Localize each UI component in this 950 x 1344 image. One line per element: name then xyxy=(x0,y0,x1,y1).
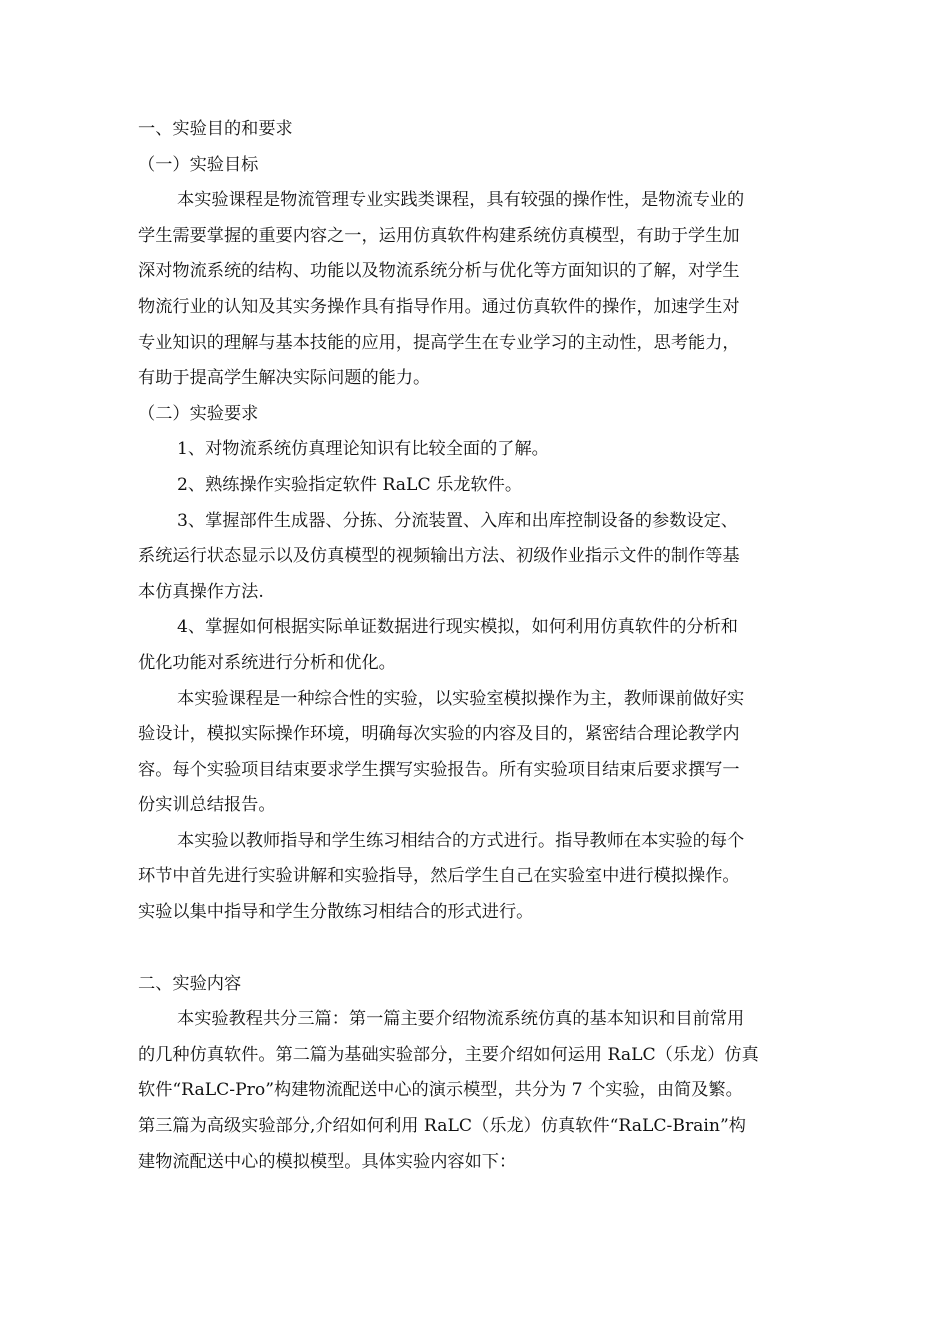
paragraph-method-line: 容。每个实验项目结束要求学生撰写实验报告。所有实验项目结束后要求撰写一 xyxy=(138,759,740,780)
paragraph-objectives-line: 本实验课程是物流管理专业实践类课程，具有较强的操作性，是物流专业的 xyxy=(177,190,745,211)
requirement-item-4-line: 优化功能对系统进行分析和优化。 xyxy=(138,652,396,673)
paragraph-guidance-line: 实验以集中指导和学生分散练习相结合的形式进行。 xyxy=(138,902,534,923)
paragraph-content-line: 本实验教程共分三篇：第一篇主要介绍物流系统仿真的基本知识和目前常用 xyxy=(177,1009,745,1030)
requirement-item-3-line: 本仿真操作方法. xyxy=(138,581,264,602)
subsection-heading-requirements: （二）实验要求 xyxy=(138,403,259,424)
paragraph-content-line: 的几种仿真软件。第二篇为基础实验部分，主要介绍如何运用 RaLC（乐龙）仿真 xyxy=(138,1044,759,1065)
paragraph-objectives-line: 物流行业的认知及其实务操作具有指导作用。通过仿真软件的操作，加速学生对 xyxy=(138,296,740,317)
requirement-item-4-line: 4、掌握如何根据实际单证数据进行现实模拟，如何利用仿真软件的分析和 xyxy=(177,617,738,638)
document-page xyxy=(138,112,818,1232)
section-spacer xyxy=(138,931,818,967)
requirement-item-3-line: 系统运行状态显示以及仿真模型的视频输出方法、初级作业指示文件的制作等基 xyxy=(138,546,740,567)
paragraph-content-line: 建物流配送中心的模拟模型。具体实验内容如下： xyxy=(138,1151,517,1172)
subsection-heading-objectives: （一）实验目标 xyxy=(138,154,259,175)
paragraph-guidance-line: 环节中首先进行实验讲解和实验指导，然后学生自己在实验室中进行模拟操作。 xyxy=(138,866,740,887)
paragraph-objectives-line: 学生需要掌握的重要内容之一，运用仿真软件构建系统仿真模型，有助于学生加 xyxy=(138,225,740,246)
paragraph-method-line: 验设计，模拟实际操作环境，明确每次实验的内容及目的，紧密结合理论教学内 xyxy=(138,724,740,745)
paragraph-method-line: 份实训总结报告。 xyxy=(138,795,276,816)
paragraph-content-line: 软件“RaLC-Pro”构建物流配送中心的演示模型，共分为 7 个实验，由简及繁。 xyxy=(138,1080,743,1101)
requirement-item-2: 2、熟练操作实验指定软件 RaLC 乐龙软件。 xyxy=(177,474,523,495)
requirement-item-1: 1、对物流系统仿真理论知识有比较全面的了解。 xyxy=(177,439,549,460)
paragraph-method-line: 本实验课程是一种综合性的实验，以实验室模拟操作为主，教师课前做好实 xyxy=(177,688,745,709)
paragraph-objectives-line: 专业知识的理解与基本技能的应用，提高学生在专业学习的主动性，思考能力， xyxy=(138,332,740,353)
section-heading-2: 二、实验内容 xyxy=(138,973,242,994)
paragraph-objectives-line: 有助于提高学生解决实际问题的能力。 xyxy=(138,368,431,389)
requirement-item-3-line: 3、掌握部件生成器、分拣、分流装置、入库和出库控制设备的参数设定、 xyxy=(177,510,738,531)
section-heading-1: 一、实验目的和要求 xyxy=(138,119,293,139)
paragraph-objectives-line: 深对物流系统的结构、功能以及物流系统分析与优化等方面知识的了解，对学生 xyxy=(138,261,740,282)
paragraph-content-line: 第三篇为高级实验部分,介绍如何利用 RaLC（乐龙）仿真软件“RaLC-Brain”构 xyxy=(138,1116,746,1137)
paragraph-guidance-line: 本实验以教师指导和学生练习相结合的方式进行。指导教师在本实验的每个 xyxy=(177,830,745,851)
